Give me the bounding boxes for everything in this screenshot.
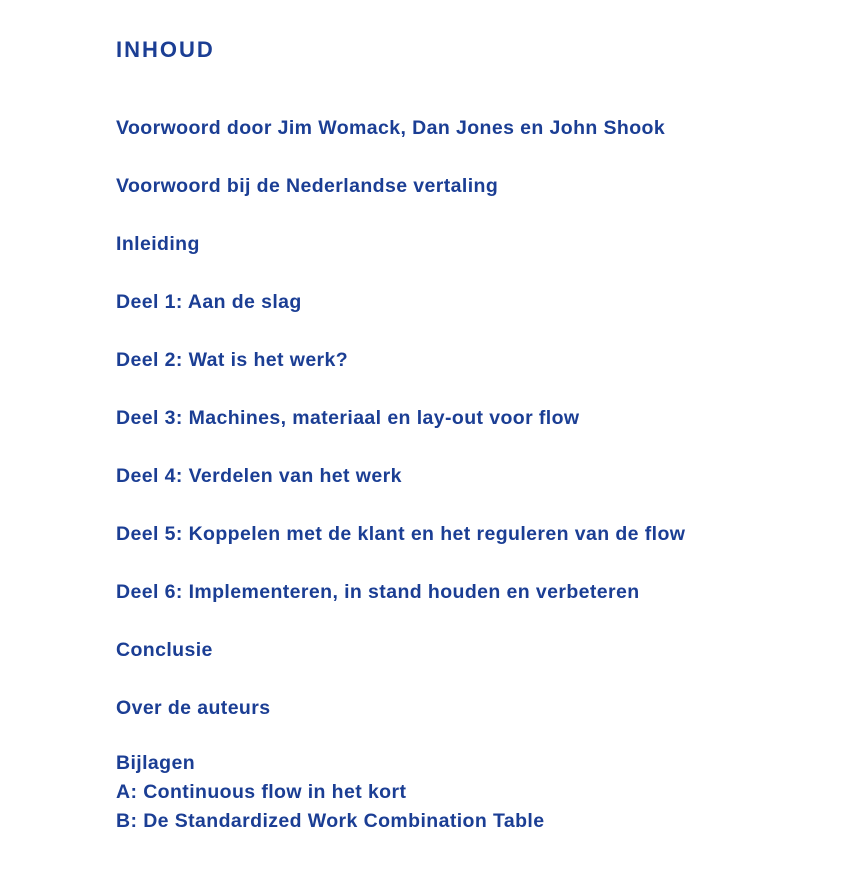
page-title: INHOUD bbox=[116, 37, 215, 62]
toc-entry-conclusie: Conclusie bbox=[116, 639, 213, 661]
appendix-heading: Bijlagen bbox=[116, 752, 196, 774]
toc-entry-deel-5: Deel 5: Koppelen met de klant en het reguleren van de flow bbox=[116, 523, 686, 545]
toc-entry-deel-1: Deel 1: Aan de slag bbox=[116, 291, 302, 313]
toc-list bbox=[116, 117, 811, 719]
toc-entry-voorwoord-womack: Voorwoord door Jim Womack, Dan Jones en John Shook bbox=[116, 117, 666, 139]
toc-entry-deel-4: Deel 4: Verdelen van het werk bbox=[116, 465, 402, 487]
appendix-block bbox=[116, 749, 811, 836]
toc-entry-voorwoord-nederlands: Voorwoord bij de Nederlandse vertaling bbox=[116, 175, 499, 197]
appendix-item-a: A: Continuous flow in het kort bbox=[116, 781, 407, 803]
toc-entry-inleiding: Inleiding bbox=[116, 233, 200, 255]
appendix-item-b: B: De Standardized Work Combination Table bbox=[116, 810, 545, 832]
toc-entry-deel-2: Deel 2: Wat is het werk? bbox=[116, 349, 349, 371]
toc-entry-deel-6: Deel 6: Implementeren, in stand houden en verbeteren bbox=[116, 581, 640, 603]
toc-entry-over-de-auteurs: Over de auteurs bbox=[116, 697, 271, 719]
toc-entry-deel-3: Deel 3: Machines, materiaal en lay-out voor flow bbox=[116, 407, 580, 429]
